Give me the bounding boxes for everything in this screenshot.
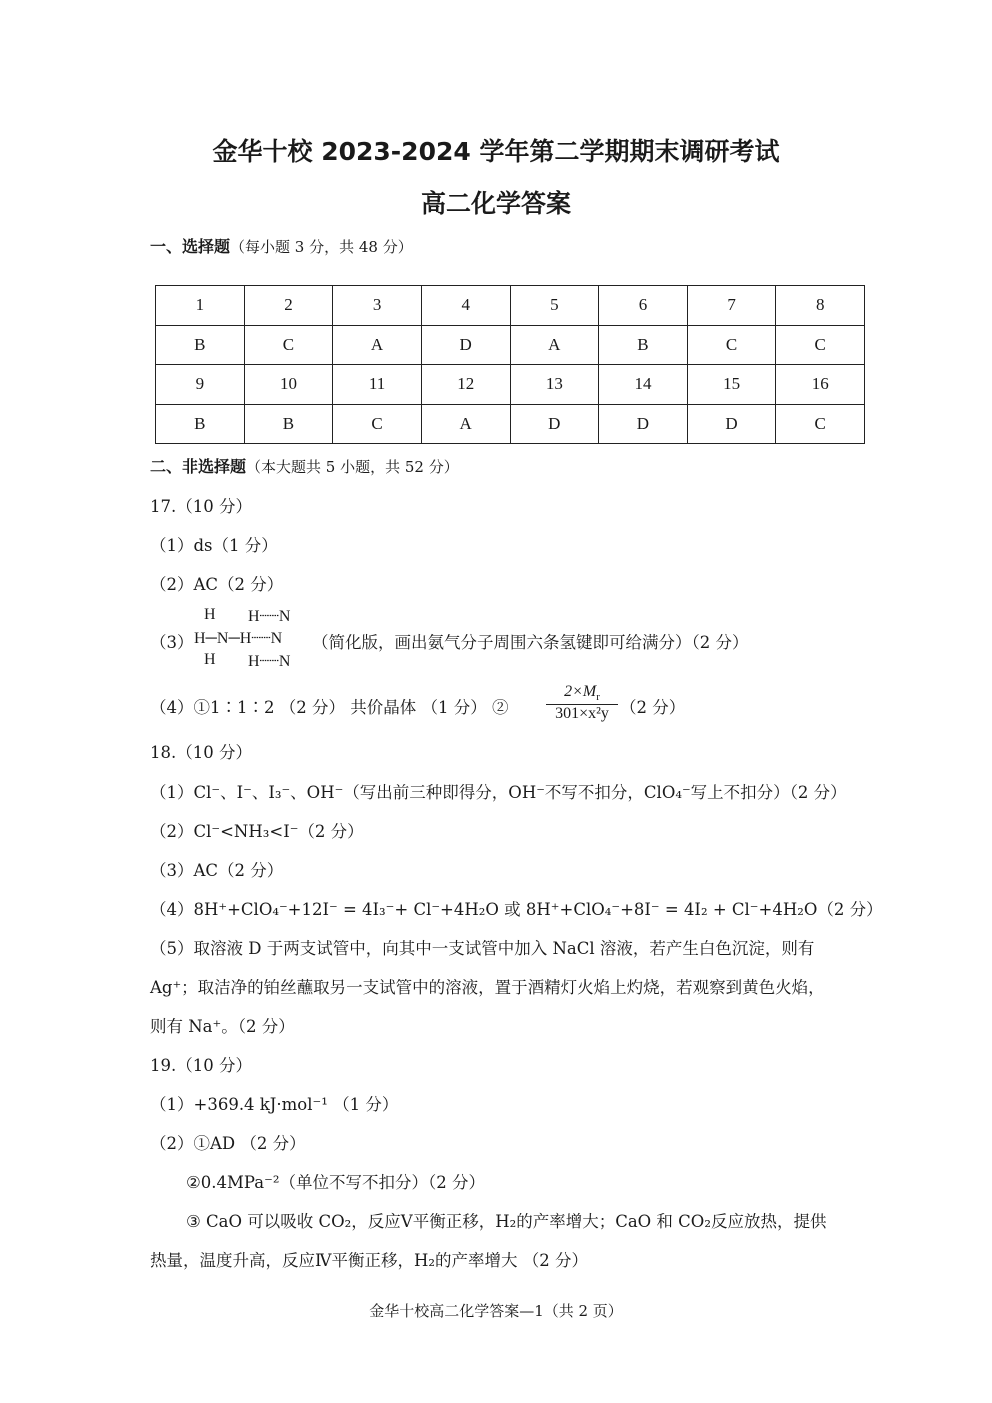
- q19-p2b: ②0.4MPa⁻²（单位不写不扣分）（2 分）: [186, 1173, 485, 1192]
- table-cell: C: [333, 404, 422, 444]
- table-row: [156, 404, 865, 444]
- struct-h-top: H: [204, 606, 216, 623]
- table-cell: B: [599, 325, 688, 365]
- table-cell: 10: [244, 365, 333, 405]
- q18-p3: （3）AC（2 分）: [150, 861, 284, 880]
- table-cell: B: [156, 404, 245, 444]
- q17-p4-b: （2 分）: [620, 698, 686, 717]
- table-cell: 12: [421, 365, 510, 405]
- table-cell: B: [156, 325, 245, 365]
- table-cell: A: [421, 404, 510, 444]
- table-cell: 11: [333, 365, 422, 405]
- q18-head: 18.（10 分）: [150, 743, 252, 762]
- struct-middle-row: H─N─H┈┈N: [194, 630, 283, 647]
- section1-heading: 一、选择题: [150, 237, 231, 256]
- q19-p2c-line2: 热量，温度升高，反应Ⅳ平衡正移，H₂的产率增大 （2 分）: [150, 1251, 588, 1270]
- q18-p5-line1: （5）取溶液 D 于两支试管中，向其中一支试管中加入 NaCl 溶液，若产生白色沉淀，则有: [150, 939, 815, 958]
- fraction-denominator: 301×x²y: [555, 705, 609, 723]
- table-cell: 4: [421, 286, 510, 326]
- table-cell: D: [687, 404, 776, 444]
- table-row: [156, 365, 865, 405]
- section1-note: （每小题 3 分，共 48 分）: [230, 238, 413, 256]
- q17-p1: （1）ds（1 分）: [150, 536, 278, 555]
- table-cell: 14: [599, 365, 688, 405]
- fraction-numerator: 2×M: [564, 683, 597, 700]
- table-cell: 7: [687, 286, 776, 326]
- table-cell: 8: [776, 286, 865, 326]
- table-cell: C: [244, 325, 333, 365]
- table-cell: D: [421, 325, 510, 365]
- table-cell: C: [776, 325, 865, 365]
- table-cell: 15: [687, 365, 776, 405]
- table-cell: 9: [156, 365, 245, 405]
- table-cell: 2: [244, 286, 333, 326]
- section2-heading-line: [150, 454, 459, 477]
- struct-hn-top: H┈┈N: [248, 608, 291, 625]
- table-cell: 3: [333, 286, 422, 326]
- table-cell: 6: [599, 286, 688, 326]
- table-cell: D: [510, 404, 599, 444]
- ammonia-hbond-structure: [194, 606, 312, 670]
- table-row: [156, 286, 865, 326]
- table-cell: B: [244, 404, 333, 444]
- q18-p2: （2）Cl⁻<NH₃<I⁻（2 分）: [150, 822, 364, 841]
- q18-p5-line3: 则有 Na⁺。（2 分）: [150, 1017, 295, 1036]
- density-fraction: $\frac{2\times M_r}{\text{301×x²y}}$: [546, 683, 618, 723]
- q18-p5-line2: Ag⁺；取洁净的铂丝蘸取另一支试管中的溶液，置于酒精灯火焰上灼烧，若观察到黄色火焰，: [150, 978, 825, 997]
- struct-hn-bottom: H┈┈N: [248, 653, 291, 670]
- exam-subtitle: 高二化学答案: [420, 189, 571, 218]
- section2-heading: 二、非选择题: [150, 457, 247, 476]
- table-cell: C: [687, 325, 776, 365]
- answer-table: [155, 285, 865, 444]
- q18-p1: （1）Cl⁻、I⁻、I₃⁻、OH⁻（写出前三种即得分，OH⁻不写不扣分，ClO₄⁻写上不扣分）（2 分）: [150, 783, 847, 802]
- table-cell: A: [510, 325, 599, 365]
- table-cell: 16: [776, 365, 865, 405]
- q17-p3-label: （3）: [150, 633, 194, 652]
- table-cell: C: [776, 404, 865, 444]
- struct-h-bottom: H: [204, 651, 216, 668]
- section1-heading-line: [150, 234, 413, 257]
- section2-note: （本大题共 5 小题，共 52 分）: [246, 458, 459, 476]
- page-footer: 金华十校高二化学答案—1（共 2 页）: [369, 1302, 623, 1320]
- table-cell: 13: [510, 365, 599, 405]
- table-cell: D: [599, 404, 688, 444]
- exam-title: 金华十校 2023-2024 学年第二学期期末调研考试: [212, 137, 780, 166]
- q19-p2c-line1: ③ CaO 可以吸收 CO₂，反应Ⅴ平衡正移，H₂的产率增大；CaO 和 CO₂反应放热，提供: [186, 1212, 827, 1231]
- table-cell: 5: [510, 286, 599, 326]
- q17-p2: （2）AC（2 分）: [150, 575, 284, 594]
- q18-p4: （4）8H⁺+ClO₄⁻+12I⁻ = 4I₃⁻+ Cl⁻+4H₂O 或 8H⁺+ClO₄⁻+8I⁻ = 4I₂ + Cl⁻+4H₂O（2 分）: [150, 900, 883, 919]
- q17-p3-text: （简化版，画出氨气分子周围六条氢键即可给满分）（2 分）: [312, 633, 749, 652]
- q17-p4-a: （4）①1∶1∶2 （2 分） 共价晶体 （1 分） ②: [150, 698, 509, 717]
- table-cell: A: [333, 325, 422, 365]
- table-cell: 1: [156, 286, 245, 326]
- q19-head: 19.（10 分）: [150, 1056, 252, 1075]
- table-row: [156, 325, 865, 365]
- q17-head: 17.（10 分）: [150, 497, 252, 516]
- q19-p1: （1）+369.4 kJ·mol⁻¹ （1 分）: [150, 1095, 399, 1114]
- q19-p2: （2）①AD （2 分）: [150, 1134, 306, 1153]
